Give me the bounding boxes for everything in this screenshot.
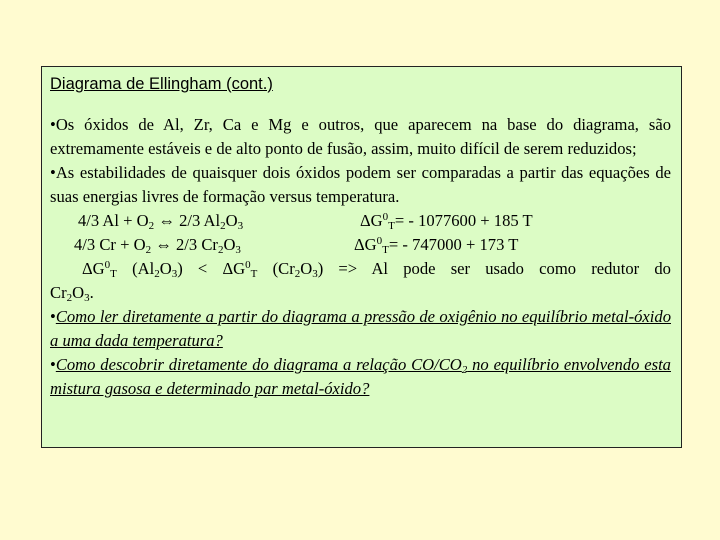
bullet-text: Os óxidos de Al, Zr, Ca e Mg e outros, que aparecem na base do diagrama, são extremamente estáveis e de alto ponto de fusão, assim, muito difícil de serem reduzidos; [50,115,671,158]
free-energy-comparison: $\Delta G^0_T$ $(Al_2O_3) < \Delta G^0_T$ $(Cr_2O_3) => Al$ pode ser usado como redutor do [82,259,671,280]
equation-free-energy: $\Delta G^0_T= - 747000 + 173$ T [354,235,519,256]
bullet-text: Como descobrir diretamente do diagrama a relação $CO/CO_2$ no equilíbrio envolvendo esta mistura gasosa e determinado par metal-óxido? [50,355,671,398]
bullet-text: Como ler diretamente a partir do diagrama a pressão de oxigênio no equilíbrio metal-óxido a uma dada temperatura? [50,307,671,350]
equation-free-energy: $\Delta G^0_T= - 1077600 + 185$ T [360,211,533,232]
bullet-marker: • [50,307,56,326]
slide-title: Diagrama de Ellingham (cont.) [50,75,273,93]
bullet-oxygen-pressure-question [50,305,671,353]
comparison-continuation: $Cr_2O_3$. [50,283,94,304]
bullet-marker: • [50,163,56,182]
bullet-comparison [50,161,671,209]
bullet-oxides-stability [50,113,671,161]
bullet-marker: • [50,355,56,374]
equation-chromium [50,233,671,257]
equation-reaction: 4/3 $Al + O_2$ ⇔ 2/3 $Al_2O_3$ [78,211,244,232]
equation-aluminum [50,209,671,233]
bullet-text: As estabilidades de quaisquer dois óxidos podem ser comparadas a partir das equações de suas energias livres de formação versus temperatura. [50,163,671,206]
equation-reaction: 4/3 $Cr + O_2$ ⇔ 2/3 $Cr_2O_3$ [74,235,241,256]
bullet-marker: • [50,115,56,134]
content-box [41,66,682,448]
bullet-co-ratio-question [50,353,671,401]
